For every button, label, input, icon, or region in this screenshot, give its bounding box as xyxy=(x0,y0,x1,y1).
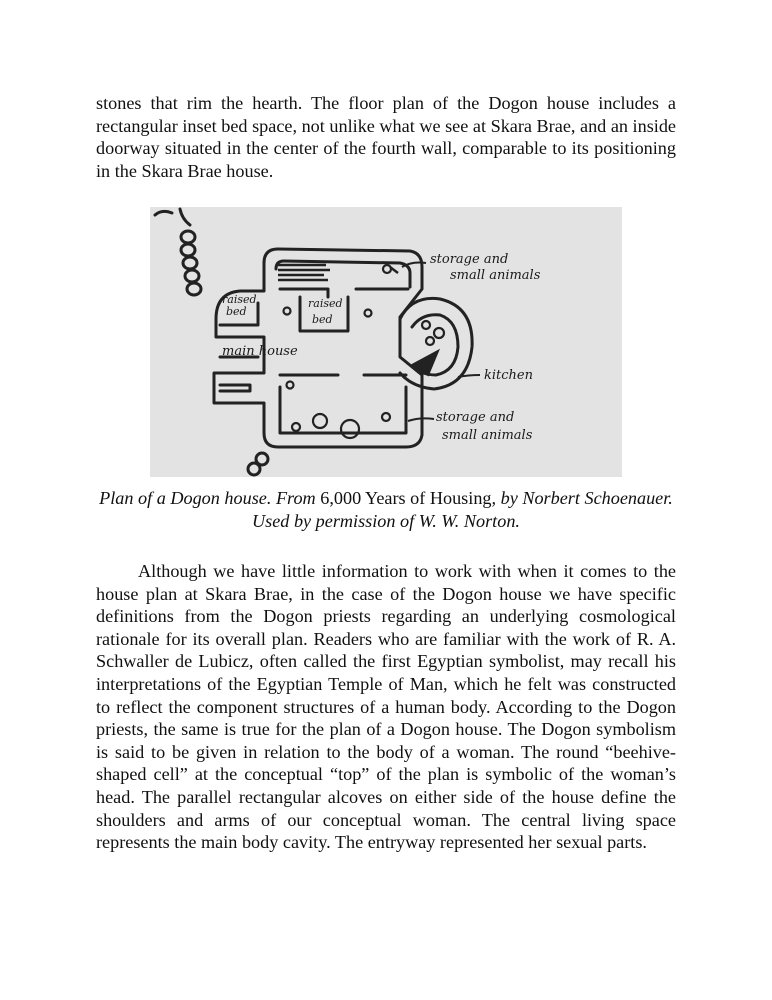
label-storage-bottom-2: small animals xyxy=(442,428,533,443)
label-main-house: main house xyxy=(222,344,298,359)
caption-part-3: , by Norbert Schoenauer. Used by permission of W. W. Norton. xyxy=(252,488,673,531)
paragraph-body: Although we have little information to work with when it comes to the house plan at Skara Brae, in the case of the Dogon house we have specific definitions from the Dogon priests regarding an underlying cosmological rationale for its overall plan. Readers who are familiar with the work of R. A. Schwaller de Lubicz, often called the first Egyptian symbolist, may recall his interpretations of the Egyptian Temple of Man, which he felt was constructed to reflect the component structures of a human body. According to the Dogon priests, the same is true for the plan of a Dogon house. The Dogon symbolism is said to be given in relation to the body of a woman. The round “beehive-shaped cell” at the conceptual “top” of the plan is symbolic of the woman’s head. The parallel rectangular alcoves on either side of the house define the shoulders and arms of our conceptual woman. The central living space represents the main body cavity. The entryway represented her sexual parts. xyxy=(96,561,676,853)
label-kitchen: kitchen xyxy=(484,368,533,383)
label-storage-top-1: storage and xyxy=(430,252,509,267)
label-storage-bottom-1: storage and xyxy=(436,410,515,425)
label-storage-top-2: small animals xyxy=(450,268,541,283)
storage-hatching xyxy=(278,265,398,280)
caption-part-1: Plan of a Dogon house. From xyxy=(99,488,321,508)
courtyard-wall xyxy=(155,209,268,475)
paragraph-intro: stones that rim the hearth. The floor plan of the Dogon house includes a rectangular inset bed space, not unlike what we see at Skara Brae, and an inside doorway situated in the center of the fourth wall, comparable to its positioning in the Skara Brae house. xyxy=(96,93,676,181)
label-raised-bed-center-2: bed xyxy=(312,313,333,326)
label-raised-bed-left-2: bed xyxy=(226,305,247,318)
dogon-house-plan-figure xyxy=(150,207,622,477)
figure-caption xyxy=(96,487,676,532)
label-raised-bed-center-1: raised xyxy=(308,297,343,310)
floor-plan-sketch xyxy=(150,207,622,477)
caption-book-title: 6,000 Years of Housing xyxy=(320,488,492,508)
label-pointers xyxy=(402,263,480,422)
label-raised-bed-left-1: raised xyxy=(222,293,257,306)
